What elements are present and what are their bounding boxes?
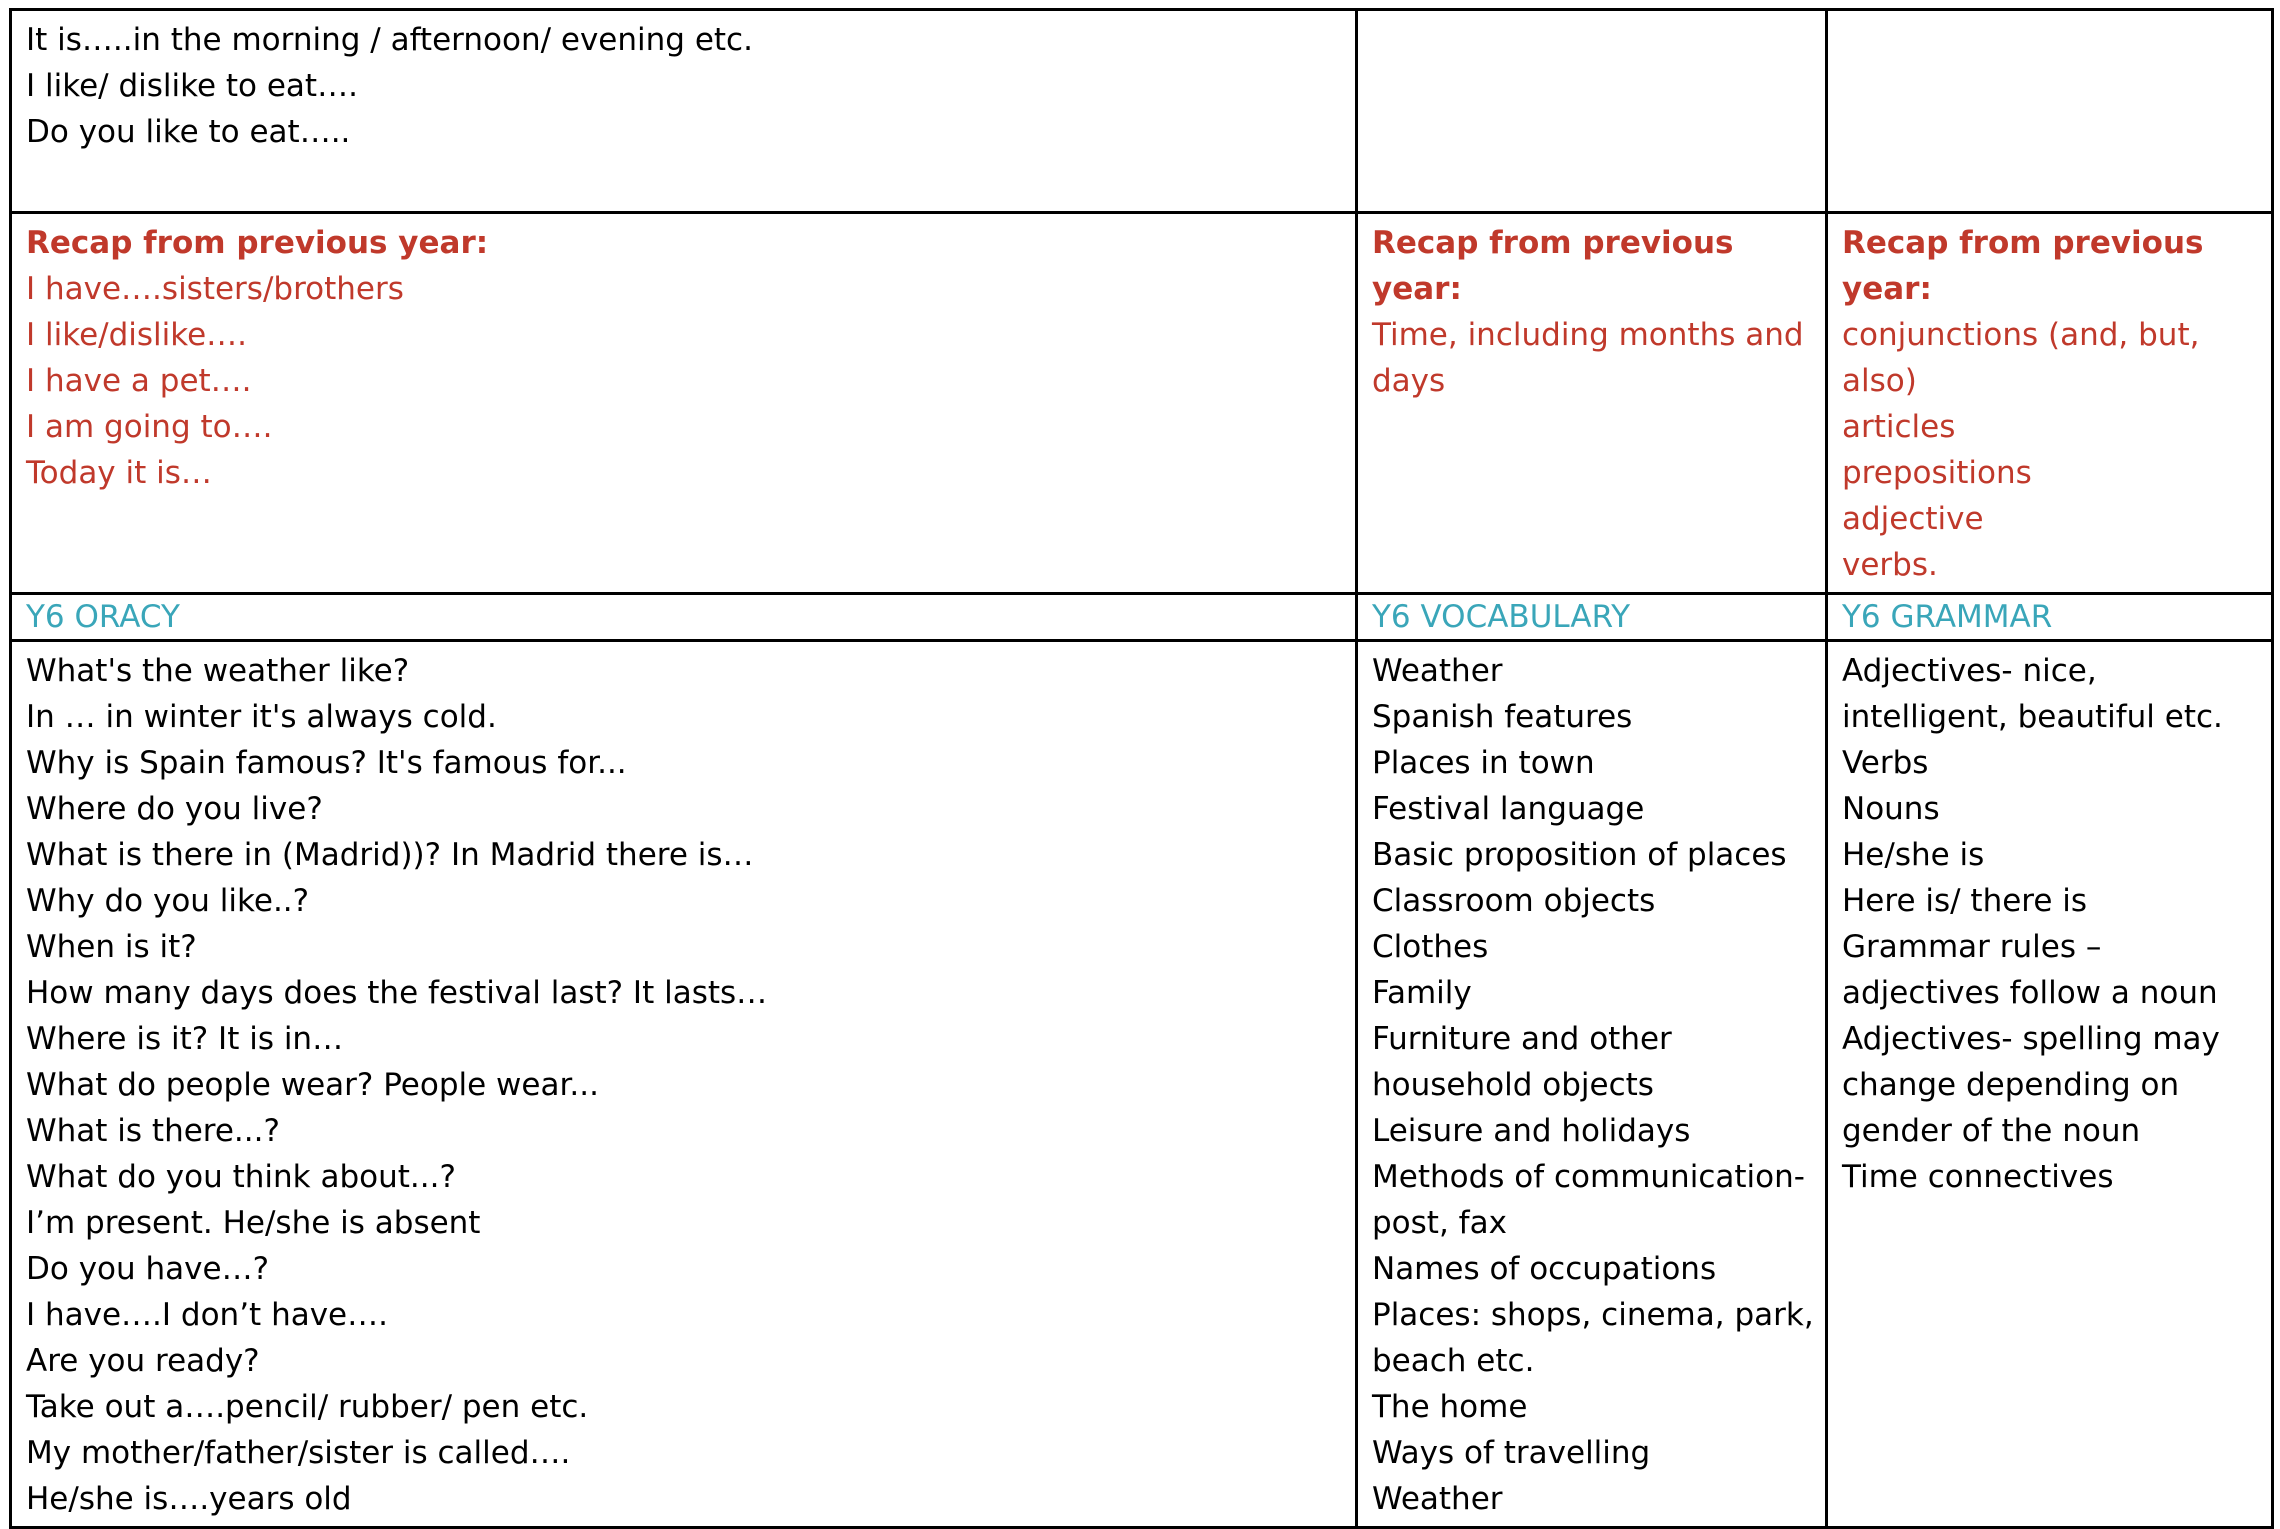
- grammar-item: Verbs: [1842, 745, 1929, 781]
- vocabulary-item: The home: [1372, 1389, 1528, 1425]
- oracy-phrase: I have….I don’t have….: [26, 1297, 388, 1333]
- oracy-phrase: Why is Spain famous? It's famous for...: [26, 745, 627, 781]
- recap-phrase: verbs.: [1842, 547, 1938, 583]
- recap-row: [11, 213, 2273, 594]
- recap-phrase: adjective: [1842, 501, 1984, 537]
- top-row-oracy-cell: [11, 10, 1357, 213]
- vocabulary-item: Methods of communication-: [1372, 1159, 1805, 1195]
- recap-phrase: articles: [1842, 409, 1956, 445]
- oracy-phrase: What is there in (Madrid))? In Madrid there is…: [26, 837, 754, 873]
- recap-phrase: I have a pet….: [26, 363, 252, 399]
- vocabulary-item: Places: shops, cinema, park,: [1372, 1297, 1814, 1333]
- curriculum-table: [9, 8, 2274, 1529]
- grammar-item: Adjectives- nice,: [1842, 653, 2097, 689]
- grammar-item: Adjectives- spelling may: [1842, 1021, 2220, 1057]
- oracy-list-cell: [11, 641, 1357, 1528]
- vocabulary-item: Family: [1372, 975, 1472, 1011]
- grammar-item: adjectives follow a noun: [1842, 975, 2218, 1011]
- grammar-header-cell: [1827, 594, 2273, 641]
- oracy-phrase: When is it?: [26, 929, 197, 965]
- oracy-phrase: What is there...?: [26, 1113, 280, 1149]
- vocabulary-item: Leisure and holidays: [1372, 1113, 1691, 1149]
- grammar-item: change depending on: [1842, 1067, 2180, 1103]
- grammar-item: Nouns: [1842, 791, 1940, 827]
- top-phrase: I like/ dislike to eat….: [26, 68, 358, 104]
- top-row: [11, 10, 2273, 213]
- header-row: [11, 594, 2273, 641]
- vocabulary-item: post, fax: [1372, 1205, 1507, 1241]
- vocabulary-item: Furniture and other: [1372, 1021, 1672, 1057]
- recap-heading: Recap from previous year:: [26, 225, 489, 261]
- grammar-list-cell: [1827, 641, 2273, 1528]
- vocabulary-list-cell: [1357, 641, 1827, 1528]
- recap-oracy-cell: [11, 213, 1357, 594]
- recap-phrase: I am going to….: [26, 409, 273, 445]
- grammar-item: Time connectives: [1842, 1159, 2114, 1195]
- grammar-item: intelligent, beautiful etc.: [1842, 699, 2223, 735]
- oracy-phrase: Take out a….pencil/ rubber/ pen etc.: [26, 1389, 589, 1425]
- grammar-item: Here is/ there is: [1842, 883, 2088, 919]
- top-phrase: It is…..in the morning / afternoon/ evening etc.: [26, 22, 753, 58]
- oracy-phrase: Why do you like..?: [26, 883, 310, 919]
- vocabulary-item: Weather: [1372, 1481, 1503, 1517]
- recap-heading: Recap from previous year:: [1842, 225, 2204, 307]
- vocabulary-item: household objects: [1372, 1067, 1654, 1103]
- oracy-phrase: In … in winter it's always cold.: [26, 699, 497, 735]
- oracy-phrase: Are you ready?: [26, 1343, 260, 1379]
- oracy-phrase: Where is it? It is in…: [26, 1021, 344, 1057]
- vocabulary-item: Names of occupations: [1372, 1251, 1717, 1287]
- grammar-item: Grammar rules –: [1842, 929, 2102, 965]
- grammar-item: He/she is: [1842, 837, 1985, 873]
- top-row-grammar-cell: [1827, 10, 2273, 213]
- recap-phrase: I have….sisters/brothers: [26, 271, 404, 307]
- recap-phrase: Today it is…: [26, 455, 212, 491]
- oracy-phrase: He/she is….years old: [26, 1481, 352, 1517]
- oracy-phrase: Where do you live?: [26, 791, 323, 827]
- recap-phrase: I like/dislike….: [26, 317, 248, 353]
- recap-phrase: Time, including months and days: [1372, 317, 1804, 399]
- grammar-item: gender of the noun: [1842, 1113, 2141, 1149]
- oracy-phrase: I’m present. He/she is absent: [26, 1205, 481, 1241]
- vocabulary-item: Basic proposition of places: [1372, 837, 1787, 873]
- top-phrase: Do you like to eat…..: [26, 114, 351, 150]
- recap-phrase: prepositions: [1842, 455, 2032, 491]
- top-row-vocabulary-cell: [1357, 10, 1827, 213]
- vocabulary-item: Festival language: [1372, 791, 1645, 827]
- vocabulary-item: Ways of travelling: [1372, 1435, 1651, 1471]
- oracy-phrase: What's the weather like?: [26, 653, 410, 689]
- vocabulary-item: Classroom objects: [1372, 883, 1656, 919]
- recap-phrase: conjunctions (and, but, also): [1842, 317, 2200, 399]
- oracy-header-cell: [11, 594, 1357, 641]
- vocabulary-item: Weather: [1372, 653, 1503, 689]
- vocabulary-item: beach etc.: [1372, 1343, 1535, 1379]
- vocabulary-header-cell: [1357, 594, 1827, 641]
- oracy-phrase: Do you have…?: [26, 1251, 270, 1287]
- vocabulary-list: [1372, 648, 1814, 1522]
- oracy-phrase: What do you think about...?: [26, 1159, 456, 1195]
- recap-vocabulary-cell: [1357, 213, 1827, 594]
- vocabulary-header: Y6 VOCABULARY: [1372, 599, 1631, 635]
- recap-grammar-cell: [1827, 213, 2273, 594]
- oracy-list: [26, 648, 1341, 1522]
- oracy-header: Y6 ORACY: [26, 599, 180, 635]
- oracy-phrase: My mother/father/sister is called….: [26, 1435, 571, 1471]
- grammar-list: [1842, 648, 2257, 1200]
- vocabulary-item: Places in town: [1372, 745, 1595, 781]
- grammar-header: Y6 GRAMMAR: [1842, 599, 2053, 635]
- recap-heading: Recap from previous year:: [1372, 225, 1734, 307]
- vocabulary-item: Spanish features: [1372, 699, 1633, 735]
- oracy-phrase: What do people wear? People wear...: [26, 1067, 599, 1103]
- vocabulary-item: Clothes: [1372, 929, 1489, 965]
- oracy-phrase: How many days does the festival last? It lasts…: [26, 975, 768, 1011]
- content-row: [11, 641, 2273, 1528]
